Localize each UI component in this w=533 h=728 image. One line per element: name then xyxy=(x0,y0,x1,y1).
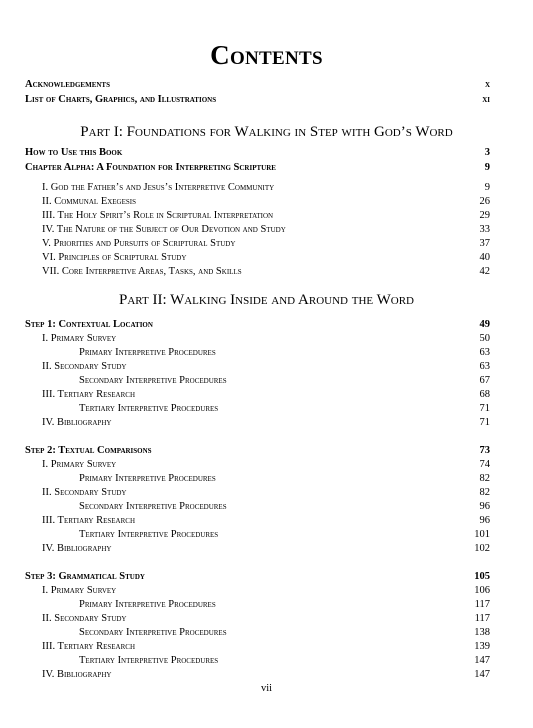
toc-item xyxy=(25,374,490,388)
toc-item-page: 74 xyxy=(479,459,490,470)
toc-item-page: 82 xyxy=(479,473,490,484)
toc-item-label: III. Tertiary Research xyxy=(42,389,136,400)
toc-item xyxy=(25,514,490,528)
toc-entry-label: Acknowledgements xyxy=(25,79,110,90)
toc-section xyxy=(25,209,490,223)
toc-item-label: Primary Interpretive Procedures xyxy=(79,347,216,358)
toc-step xyxy=(25,570,490,584)
toc-item-page: 67 xyxy=(479,375,490,386)
toc-entry-page: x xyxy=(484,79,490,90)
toc-entry xyxy=(25,93,490,107)
toc-item-label: Tertiary Interpretive Procedures xyxy=(79,655,219,666)
toc-item xyxy=(25,458,490,472)
toc-item xyxy=(25,542,490,556)
toc-item-label: I. Primary Survey xyxy=(42,459,117,470)
toc-section-label: VII. Core Interpretive Areas, Tasks, and Skills xyxy=(42,266,242,277)
toc-item xyxy=(25,360,490,374)
toc-entry-page: 9 xyxy=(484,162,490,173)
toc-item-label: II. Secondary Study xyxy=(42,613,127,624)
toc-section xyxy=(25,181,490,195)
toc-item-label: II. Secondary Study xyxy=(42,487,127,498)
toc-step-label: Step 2: Textual Comparisons xyxy=(25,445,152,456)
toc-item-label: IV. Bibliography xyxy=(42,417,112,428)
toc-item-label: III. Tertiary Research xyxy=(42,515,136,526)
toc-item-label: Tertiary Interpretive Procedures xyxy=(79,529,219,540)
page-title: Contents xyxy=(210,40,323,70)
toc-section-label: III. The Holy Spirit’s Role in Scriptural Interpretation xyxy=(42,210,274,221)
toc-item xyxy=(25,472,490,486)
toc-item xyxy=(25,640,490,654)
toc-item xyxy=(25,668,490,682)
toc-section-label: I. God the Father’s and Jesus’s Interpretive Community xyxy=(42,182,275,193)
toc-item-page: 68 xyxy=(479,389,490,400)
toc-item-label: IV. Bibliography xyxy=(42,543,112,554)
toc-item xyxy=(25,528,490,542)
toc-step-page: 73 xyxy=(479,445,490,456)
toc-item xyxy=(25,346,490,360)
part-heading: Part I: Foundations for Walking in Step with God’s Word xyxy=(80,124,453,140)
toc-item-page: 96 xyxy=(479,515,490,526)
toc-section-page: 29 xyxy=(479,210,490,221)
toc-item xyxy=(25,598,490,612)
toc-section xyxy=(25,251,490,265)
toc-item xyxy=(25,612,490,626)
toc-step xyxy=(25,444,490,458)
toc-item-label: Secondary Interpretive Procedures xyxy=(79,375,227,386)
toc-step-page: 105 xyxy=(474,571,490,582)
toc-item-page: 101 xyxy=(474,529,490,540)
toc-item-page: 106 xyxy=(474,585,490,596)
toc-section-label: IV. The Nature of the Subject of Our Devotion and Study xyxy=(42,224,286,235)
toc-section-page: 33 xyxy=(479,224,490,235)
toc-section-label: V. Priorities and Pursuits of Scriptural Study xyxy=(42,238,236,249)
toc-item-page: 71 xyxy=(479,417,490,428)
toc-item-page: 117 xyxy=(474,599,490,610)
toc-item xyxy=(25,626,490,640)
toc-step-page: 49 xyxy=(479,319,490,330)
toc-entry-label: List of Charts, Graphics, and Illustrations xyxy=(25,94,217,105)
toc-item-page: 117 xyxy=(474,613,490,624)
toc-section-page: 42 xyxy=(479,266,490,277)
toc-item-page: 102 xyxy=(474,543,490,554)
toc-item xyxy=(25,654,490,668)
toc-item-page: 96 xyxy=(479,501,490,512)
toc-entry-label: How to Use this Book xyxy=(25,147,123,158)
toc-item-label: I. Primary Survey xyxy=(42,585,117,596)
toc-item xyxy=(25,486,490,500)
toc-item-label: II. Secondary Study xyxy=(42,361,127,372)
toc-item xyxy=(25,500,490,514)
toc-item-label: Secondary Interpretive Procedures xyxy=(79,501,227,512)
toc-item-label: IV. Bibliography xyxy=(42,669,112,680)
toc-item-page: 63 xyxy=(479,361,490,372)
toc-step-label: Step 1: Contextual Location xyxy=(25,319,153,330)
toc-item-label: Tertiary Interpretive Procedures xyxy=(79,403,219,414)
toc-item xyxy=(25,388,490,402)
toc-item-page: 138 xyxy=(474,627,490,638)
toc-item-label: III. Tertiary Research xyxy=(42,641,136,652)
toc-step-label: Step 3: Grammatical Study xyxy=(25,571,145,582)
toc-step xyxy=(25,318,490,332)
toc-section-page: 37 xyxy=(479,238,490,249)
toc-item-page: 147 xyxy=(474,655,490,666)
toc-item xyxy=(25,332,490,346)
toc-item xyxy=(25,584,490,598)
toc-entry xyxy=(25,161,490,175)
toc-item-label: Primary Interpretive Procedures xyxy=(79,599,216,610)
toc-item-page: 147 xyxy=(474,669,490,680)
toc-item-page: 63 xyxy=(479,347,490,358)
toc-item xyxy=(25,402,490,416)
toc-section-page: 40 xyxy=(479,252,490,263)
toc-section xyxy=(25,237,490,251)
toc-section xyxy=(25,265,490,279)
page-number: vii xyxy=(260,683,273,694)
toc-item-label: I. Primary Survey xyxy=(42,333,117,344)
toc-section-page: 26 xyxy=(479,196,490,207)
toc-section xyxy=(25,195,490,209)
toc-section xyxy=(25,223,490,237)
toc-section-page: 9 xyxy=(484,182,490,193)
toc-section-label: II. Communal Exegesis xyxy=(42,196,137,207)
toc-item-label: Primary Interpretive Procedures xyxy=(79,473,216,484)
toc-item-page: 71 xyxy=(479,403,490,414)
toc-section-label: VI. Principles of Scriptural Study xyxy=(42,252,187,263)
toc-entry-page: xi xyxy=(482,94,490,105)
toc-item xyxy=(25,416,490,430)
toc-item-label: Secondary Interpretive Procedures xyxy=(79,627,227,638)
toc-entry-label: Chapter Alpha: A Foundation for Interpreting Scripture xyxy=(25,162,276,173)
part-heading: Part II: Walking Inside and Around the Word xyxy=(119,292,414,308)
toc-item-page: 139 xyxy=(474,641,490,652)
toc-item-page: 50 xyxy=(479,333,490,344)
toc-entry xyxy=(25,78,490,92)
toc-entry-page: 3 xyxy=(484,147,490,158)
toc-entry xyxy=(25,146,490,160)
toc-item-page: 82 xyxy=(479,487,490,498)
